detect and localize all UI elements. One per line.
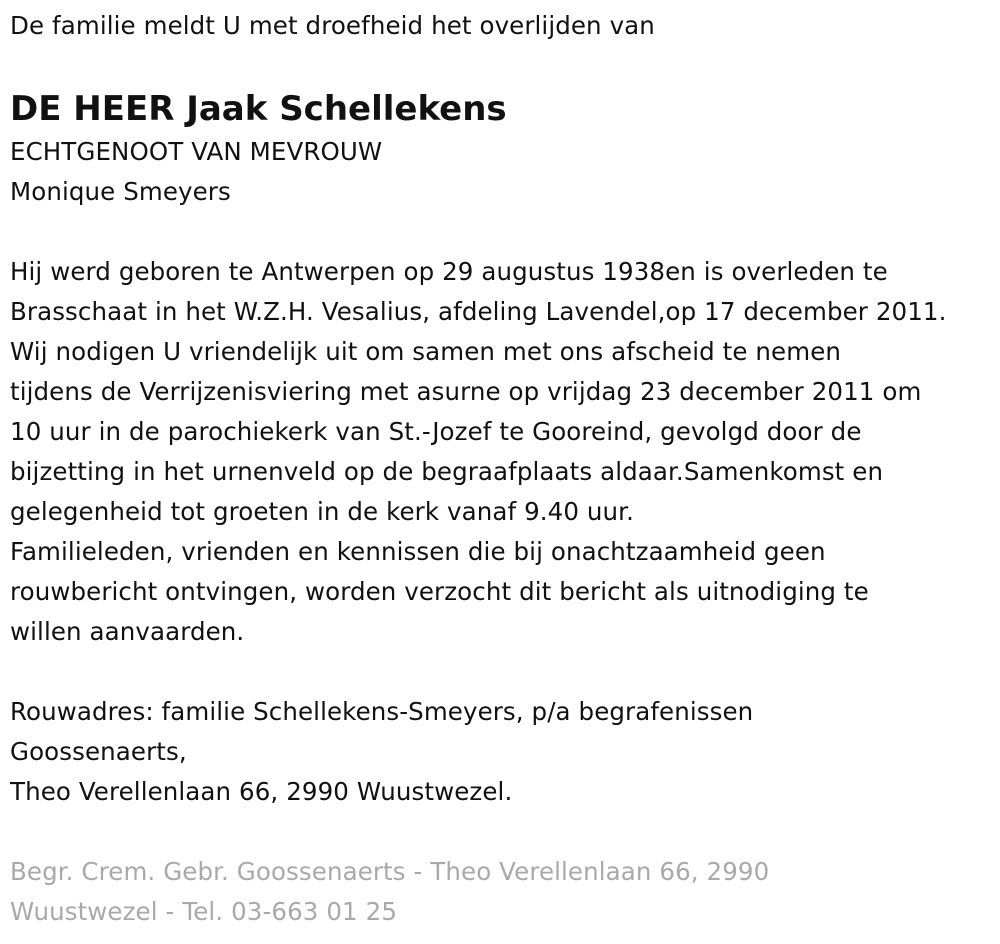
funeral-home-footer <box>10 852 990 932</box>
footer-line: Begr. Crem. Gebr. Goossenaerts - Theo Verellenlaan 66, 2990 <box>10 857 770 886</box>
body-line: 10 uur in de parochiekerk van St.-Jozef te Gooreind, gevolgd door de <box>10 417 862 446</box>
footer-line: Wuustwezel - Tel. 03-663 01 25 <box>10 897 398 926</box>
announcement-body <box>10 252 990 652</box>
body-line: bijzetting in het urnenveld op de begraafplaats aldaar.Samenkomst en <box>10 457 884 486</box>
body-line: willen aanvaarden. <box>10 617 245 646</box>
relation-text: ECHTGENOOT VAN MEVROUW <box>10 137 383 166</box>
body-line: Wij nodigen U vriendelijk uit om samen met ons afscheid te nemen <box>10 337 841 366</box>
mourning-address <box>10 692 990 812</box>
body-line: rouwbericht ontvingen, worden verzocht dit bericht als uitnodiging te <box>10 577 869 606</box>
deceased-name: DE HEER Jaak Schellekens <box>10 89 507 129</box>
body-line: Familieleden, vrienden en kennissen die bij onachtzaamheid geen <box>10 537 826 566</box>
intro-text: De familie meldt U met droefheid het overlijden van <box>10 11 655 40</box>
body-line: Brasschaat in het W.Z.H. Vesalius, afdeling Lavendel,op 17 december 2011. <box>10 297 947 326</box>
address-line: Goossenaerts, <box>10 737 187 766</box>
address-line: Rouwadres: familie Schellekens-Smeyers, p/a begrafenissen <box>10 697 754 726</box>
body-line: gelegenheid tot groeten in de kerk vanaf 9.40 uur. <box>10 497 634 526</box>
spouse-name: Monique Smeyers <box>10 177 231 206</box>
deceased-block <box>10 86 990 212</box>
body-line: Hij werd geboren te Antwerpen op 29 augustus 1938en is overleden te <box>10 257 888 286</box>
body-line: tijdens de Verrijzenisviering met asurne op vrijdag 23 december 2011 om <box>10 377 922 406</box>
address-line: Theo Verellenlaan 66, 2990 Wuustwezel. <box>10 777 513 806</box>
